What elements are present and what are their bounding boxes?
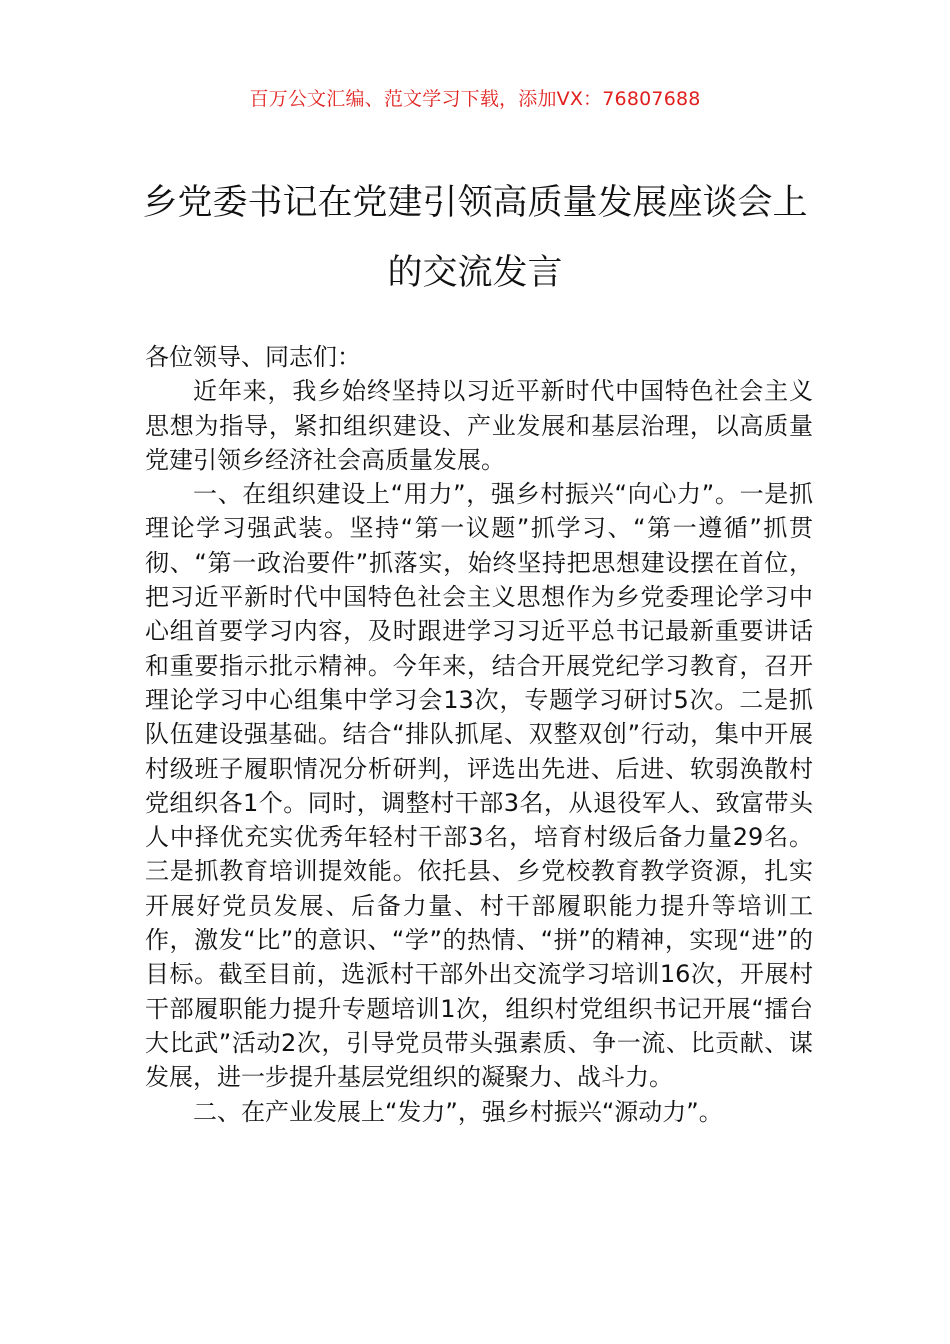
- paragraph-intro: 近年来，我乡始终坚持以习近平新时代中国特色社会主义思想为指导，紧扣组织建设、产业发展和基层治理，以高质量党建引领乡经济社会高质量发展。: [145, 377, 813, 474]
- paragraph-section-two: 二、在产业发展上“发力”，强乡村振兴“源动力”。: [193, 1097, 723, 1126]
- header-note: 百万公文汇编、范文学习下载，添加VX：76807688: [249, 88, 701, 110]
- document-title: 乡党委书记在党建引领高质量发展座谈会上的交流发言: [142, 183, 808, 293]
- paragraph-section-one: 一、在组织建设上“用力”，强乡村振兴“向心力”。一是抓理论学习强武装。坚持“第一议题”抓学习、“第一遵循”抓贯彻、“第一政治要件”抓落实，始终坚持把思想建设摆在首位，把习近平新时代中国特色社会主义思想作为乡党委理论学习中心组首要学习内容，及时跟进学习习近平总书记最新重要讲话和重要指示批示精神。今年来，结合开展党纪学习教育，召开理论学习中心组集中学习会13次，专题学习研讨5次。二是抓队伍建设强基础。结合“排队抓尾、双整双创”行动，集中开展村级班子履职情况分析研判，评选出先进、后进、软弱涣散村党组织各1个。同时，调整村干部3名，从退役军人、致富带头人中择优充实优秀年轻村干部3名，培育村级后备力量29名。三是抓教育培训提效能。依托县、乡党校教育教学资源，扎实开展好党员发展、后备力量、村干部履职能力提升等培训工作，激发“比”的意识、“学”的热情、“拼”的精神，实现“进”的目标。截至目前，选派村干部外出交流学习培训16次，开展村干部履职能力提升专题培训1次，组织村党组织书记开展“擂台大比武”活动2次，引导党员带头强素质、争一流、比贡献、谋发展，进一步提升基层党组织的凝聚力、战斗力。: [145, 480, 813, 1092]
- document-body: [145, 340, 813, 1129]
- salutation: 各位领导、同志们：: [145, 343, 361, 371]
